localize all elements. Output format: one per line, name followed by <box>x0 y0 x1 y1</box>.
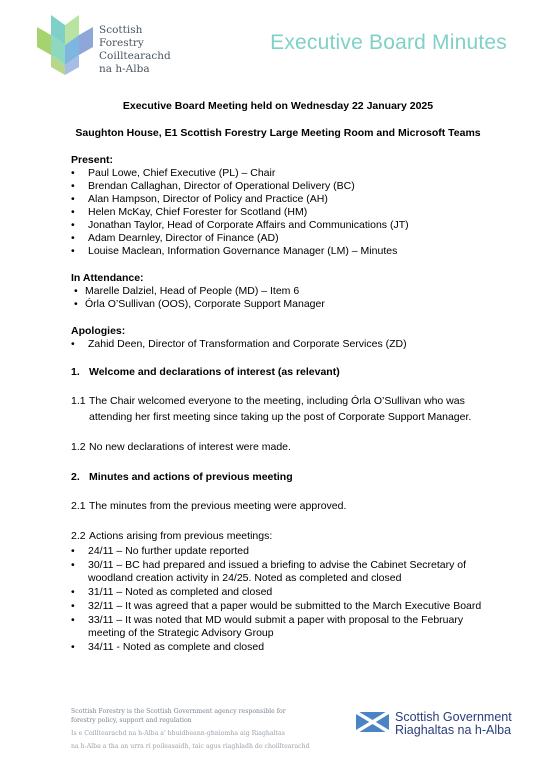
paragraph-text: The minutes from the previous meeting were approved. <box>89 499 347 512</box>
logo-line-1: Scottish <box>99 24 143 36</box>
attendance-heading: In Attendance: <box>71 272 144 284</box>
footer-gd-line-1: Is e Coilltearachd na h-Alba a' bhuidheann-ghnìomha aig Riaghaltas <box>71 730 285 737</box>
action-item: • 32/11 – It was agreed that a paper would be submitted to the March Executive Board <box>71 600 485 613</box>
list-item: • Louise Maclean, Information Governance Manager (LM) – Minutes <box>71 245 485 258</box>
paragraph-number: 2.2 <box>71 530 86 542</box>
action-item: • 31/11 – Noted as completed and closed <box>71 586 485 599</box>
section-title: Welcome and declarations of interest (as relevant) <box>89 366 340 378</box>
sg-line-1: Scottish Government <box>395 710 512 724</box>
apologies-heading: Apologies: <box>71 325 126 337</box>
meeting-title: Executive Board Meeting held on Wednesday 22 January 2025 <box>122 100 434 112</box>
paragraph-number: 2.1 <box>71 499 86 512</box>
footer-agency-text <box>71 707 331 751</box>
logo-line-3: Coilltearachd <box>99 50 171 62</box>
paragraph-text: No new declarations of interest were made. <box>89 441 291 453</box>
footer-en-line-2: forestry policy, support and regulation <box>71 717 192 724</box>
document-title: Executive Board Minutes <box>270 31 507 54</box>
list-item: • Órla O’Sullivan (OOS), Corporate Support Manager <box>71 298 485 311</box>
logo-line-2: Forestry <box>99 37 144 49</box>
action-item: • 30/11 – BC had prepared and issued a briefing to advise the Cabinet Secretary of woodland creation activity in 24/25. Noted as completed and closed <box>71 559 485 585</box>
scottish-government-wordmark <box>395 711 512 737</box>
minutes-body <box>71 100 485 655</box>
saltire-flag-icon <box>356 712 389 732</box>
list-item: • Marelle Dalziel, Head of People (MD) – Item 6 <box>71 285 485 298</box>
paragraph-1-1 <box>71 394 485 425</box>
page-header <box>0 0 551 80</box>
section-1-heading <box>71 366 485 379</box>
present-list <box>71 167 485 258</box>
list-item: • Alan Hampson, Director of Policy and Practice (AH) <box>71 193 485 206</box>
list-item: • Helen McKay, Chief Forester for Scotland (HM) <box>71 206 485 219</box>
paragraph-text: Actions arising from previous meetings: <box>89 530 273 542</box>
section-number: 2. <box>71 470 80 483</box>
list-item: • Jonathan Taylor, Head of Corporate Affairs and Communications (JT) <box>71 219 485 232</box>
list-item: • Brendan Callaghan, Director of Operational Delivery (BC) <box>71 180 485 193</box>
list-item: • Zahid Deen, Director of Transformation and Corporate Services (ZD) <box>71 338 485 351</box>
meeting-location: Saughton House, E1 Scottish Forestry Large Meeting Room and Microsoft Teams <box>75 127 481 139</box>
section-2-heading <box>71 471 485 484</box>
action-item: • 34/11 - Noted as complete and closed <box>71 641 485 654</box>
present-heading: Present: <box>71 154 114 166</box>
action-item: • 33/11 – It was noted that MD would submit a paper with proposal to the February meeting of the Strategic Advisory Group <box>71 614 485 640</box>
paragraph-2-1 <box>71 499 485 515</box>
actions-list <box>71 545 485 654</box>
paragraph-number: 1.1 <box>71 395 86 407</box>
scottish-forestry-logo-icon <box>37 15 93 75</box>
logo-wordmark <box>99 24 171 76</box>
paragraph-text: The Chair welcomed everyone to the meeting, including Órla O’Sullivan who was attending her first meeting since taking up the post of Corporate Support Manager. <box>89 395 472 423</box>
list-item: • Adam Dearnley, Director of Finance (AD) <box>71 232 485 245</box>
footer-en-line-1: Scottish Forestry is the Scottish Government agency responsible for <box>71 708 286 715</box>
paragraph-number: 1.2 <box>71 441 86 453</box>
attendance-list <box>71 285 485 311</box>
paragraph-2-2 <box>71 529 485 545</box>
paragraph-1-2 <box>71 440 485 456</box>
action-item: • 24/11 – No further update reported <box>71 545 485 558</box>
section-number: 1. <box>71 366 80 378</box>
scottish-government-logo <box>356 709 526 739</box>
logo-line-4: na h-Alba <box>99 63 150 75</box>
footer-gd-line-2: na h-Alba a tha an urra ri poileasaidh, taic agus riaghladh do choilltearachd <box>71 743 310 750</box>
list-item: • Paul Lowe, Chief Executive (PL) – Chair <box>71 167 485 180</box>
sg-line-2: Riaghaltas na h-Alba <box>395 723 512 737</box>
section-title: Minutes and actions of previous meeting <box>89 470 293 483</box>
apologies-list <box>71 338 485 351</box>
